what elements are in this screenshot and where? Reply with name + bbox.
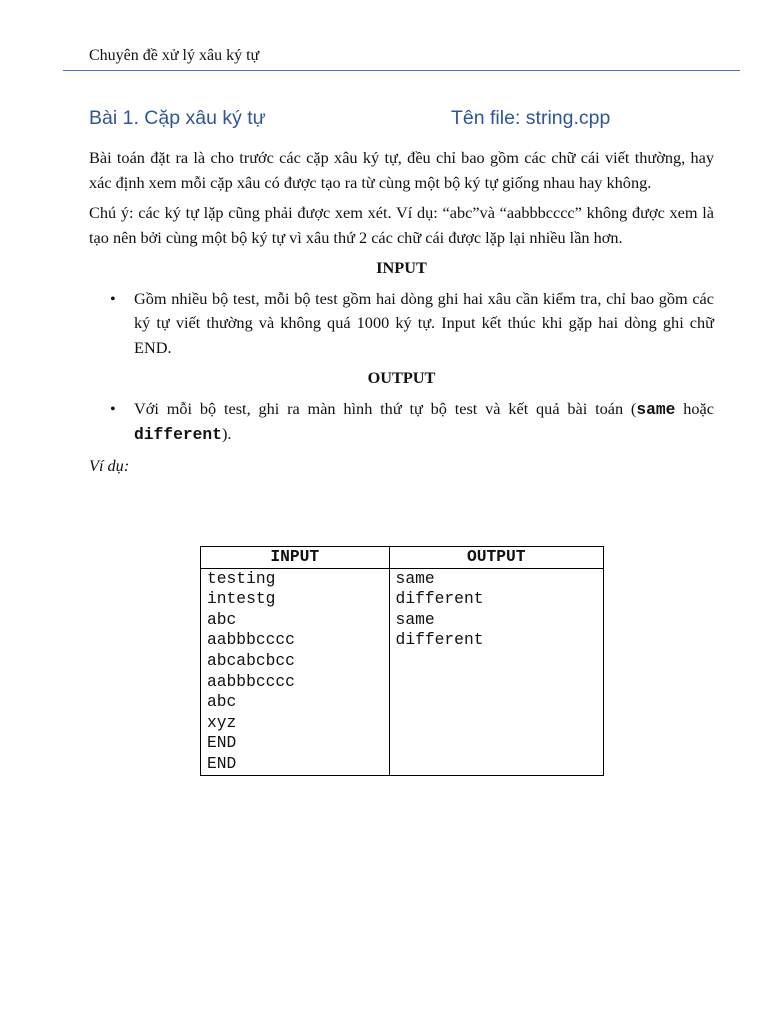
example-output-cell xyxy=(389,568,603,775)
example-input-line: xyz xyxy=(207,712,237,732)
example-input-line: testing xyxy=(207,568,276,588)
bullet-icon: • xyxy=(110,288,116,308)
problem-title-row xyxy=(89,107,715,133)
input-bullet-list xyxy=(89,287,714,361)
example-input-line: END xyxy=(207,733,237,753)
example-input-line: abcabcbcc xyxy=(207,650,295,670)
example-output-line: different xyxy=(395,589,484,609)
output-bullet-connector: hoặc xyxy=(675,398,715,418)
example-input-line: aabbbcccc xyxy=(207,630,295,650)
example-input-line: aabbbcccc xyxy=(207,671,295,691)
problem-title: Bài 1. Cặp xâu ký tự xyxy=(89,107,266,129)
input-bullet-item xyxy=(110,287,714,361)
keyword-same: same xyxy=(636,399,676,419)
example-input-line: intestg xyxy=(207,589,276,609)
output-bullet-prefix: Với mỗi bộ test, ghi ra màn hình thứ tự bộ test và kết quả bài toán ( xyxy=(134,398,637,418)
input-heading: INPUT xyxy=(376,258,427,277)
example-output-header: OUTPUT xyxy=(389,547,603,569)
bullet-icon: • xyxy=(110,398,116,418)
output-bullet-list xyxy=(89,397,714,448)
header-rule xyxy=(63,70,740,71)
example-output-line: different xyxy=(395,630,484,650)
example-input-cell xyxy=(201,568,390,775)
running-header: Chuyên đề xử lý xâu ký tự xyxy=(89,47,260,64)
output-heading: OUTPUT xyxy=(367,368,436,387)
keyword-different: different xyxy=(134,425,222,444)
example-table-body-row xyxy=(201,568,604,775)
example-output-line: same xyxy=(395,609,435,629)
input-bullet-text: Gồm nhiều bộ test, mỗi bộ test gồm hai dòng ghi hai xâu cần kiểm tra, chỉ bao gồm các ký tự viết thường và không quá 1000 ký tự. Input kết thúc khi gặp hai dòng ghi chữ END. xyxy=(134,288,714,357)
problem-filename: Tên file: string.cpp xyxy=(451,107,611,129)
example-table xyxy=(200,546,604,776)
statement-paragraph-1: Bài toán đặt ra là cho trước các cặp xâu ký tự, đều chỉ bao gồm các chữ cái viết thường, hay xác định xem mỗi cặp xâu có được tạo ra từ cùng một bộ ký tự giống nhau hay không. xyxy=(89,148,714,192)
example-output-line: same xyxy=(395,568,435,588)
output-bullet-item xyxy=(110,397,715,448)
example-input-header: INPUT xyxy=(201,547,390,569)
statement-paragraph-2: Chú ý: các ký tự lặp cũng phải được xem xét. Ví dụ: “abc”và “aabbbcccc” không được xem là tạo nên bởi cùng một bộ ký tự vì xâu thứ 2 các chữ cái được lặp lại nhiều lần hơn. xyxy=(89,203,714,247)
example-label: Ví dụ: xyxy=(89,455,130,475)
output-bullet-suffix: ). xyxy=(221,424,232,443)
example-input-line: abc xyxy=(207,609,237,629)
example-table-header-row xyxy=(201,547,604,569)
example-input-line: END xyxy=(207,753,237,773)
problem-body xyxy=(89,146,714,478)
example-input-line: abc xyxy=(207,692,237,712)
